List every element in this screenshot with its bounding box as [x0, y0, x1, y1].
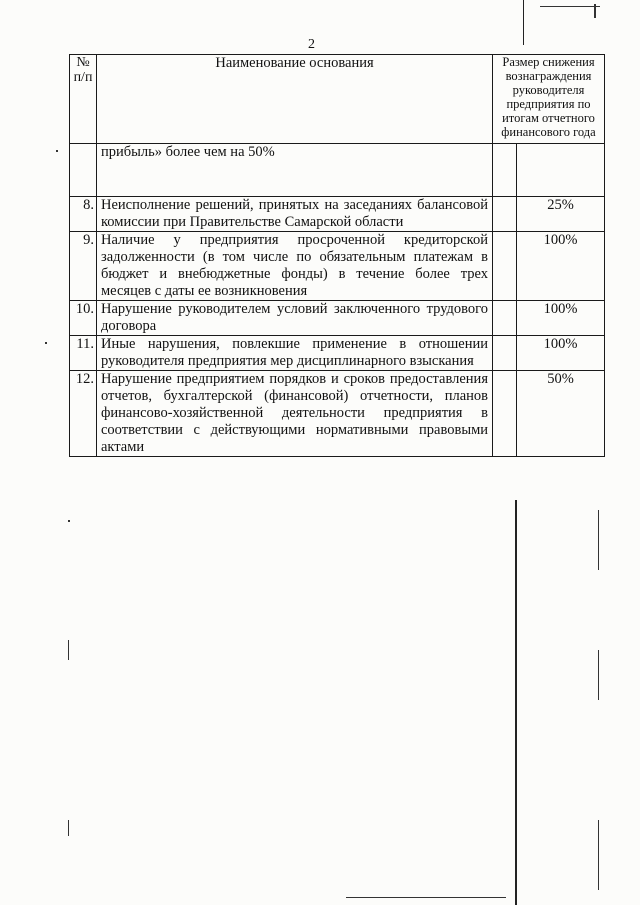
scan-artifact	[56, 150, 58, 152]
cell-gap	[493, 301, 517, 336]
cell-value: 25%	[517, 197, 605, 232]
scan-artifact	[594, 4, 596, 18]
cell-value: 100%	[517, 301, 605, 336]
cell-gap	[493, 144, 517, 197]
table-row	[70, 371, 605, 457]
cell-gap	[493, 371, 517, 457]
cell-number: 11.	[70, 336, 97, 371]
reductions-table	[69, 54, 605, 457]
table-header-row	[70, 55, 605, 144]
cell-value	[517, 144, 605, 197]
cell-basis-text: Неисполнение решений, принятых на заседаниях балансовой комиссии при Правительстве Самарской области	[97, 197, 493, 232]
scan-artifact	[68, 820, 69, 836]
scan-artifact	[68, 640, 69, 660]
header-number: № п/п	[70, 55, 97, 144]
cell-number: 12.	[70, 371, 97, 457]
table-row-continuation	[70, 144, 605, 197]
scan-artifact	[45, 342, 47, 344]
page-number: 2	[308, 37, 315, 52]
cell-number: 8.	[70, 197, 97, 232]
cell-basis-text: Нарушение руководителем условий заключенного трудового договора	[97, 301, 493, 336]
cell-gap	[493, 232, 517, 301]
scan-artifact	[68, 520, 70, 522]
cell-basis-text: Наличие у предприятия просроченной кредиторской задолженности (в том числе по обязательным платежам в бюджет и внебюджетные фонды) в течение более трех месяцев с даты ее возникновения	[97, 232, 493, 301]
cell-basis-text: Иные нарушения, повлекшие применение в отношении руководителя предприятия мер дисциплинарного взыскания	[97, 336, 493, 371]
scan-artifact	[346, 897, 506, 898]
cell-value: 100%	[517, 232, 605, 301]
cell-number: 9.	[70, 232, 97, 301]
header-reduction-size: Размер снижения вознаграждения руководителя предприятия по итогам отчетного финансового года	[493, 55, 605, 144]
cell-gap	[493, 197, 517, 232]
cell-number: 10.	[70, 301, 97, 336]
table-row	[70, 336, 605, 371]
scan-edge-line	[515, 500, 517, 905]
scan-edge-line	[523, 0, 524, 45]
table-row	[70, 197, 605, 232]
scan-artifact	[598, 820, 599, 890]
table-row	[70, 301, 605, 336]
table-row	[70, 232, 605, 301]
scan-artifact	[540, 6, 600, 7]
scan-artifact	[598, 650, 599, 700]
cell-gap	[493, 336, 517, 371]
header-basis: Наименование основания	[97, 55, 493, 144]
cell-number	[70, 144, 97, 197]
scan-artifact	[598, 510, 599, 570]
cell-basis-text: Нарушение предприятием порядков и сроков предоставления отчетов, бухгалтерской (финансовой) отчетности, планов финансово-хозяйственной деятельности предприятия в соответствии с действующими нормативными правовыми актами	[97, 371, 493, 457]
cell-value: 50%	[517, 371, 605, 457]
cell-continuation-text: прибыль» более чем на 50%	[97, 144, 493, 197]
cell-value: 100%	[517, 336, 605, 371]
